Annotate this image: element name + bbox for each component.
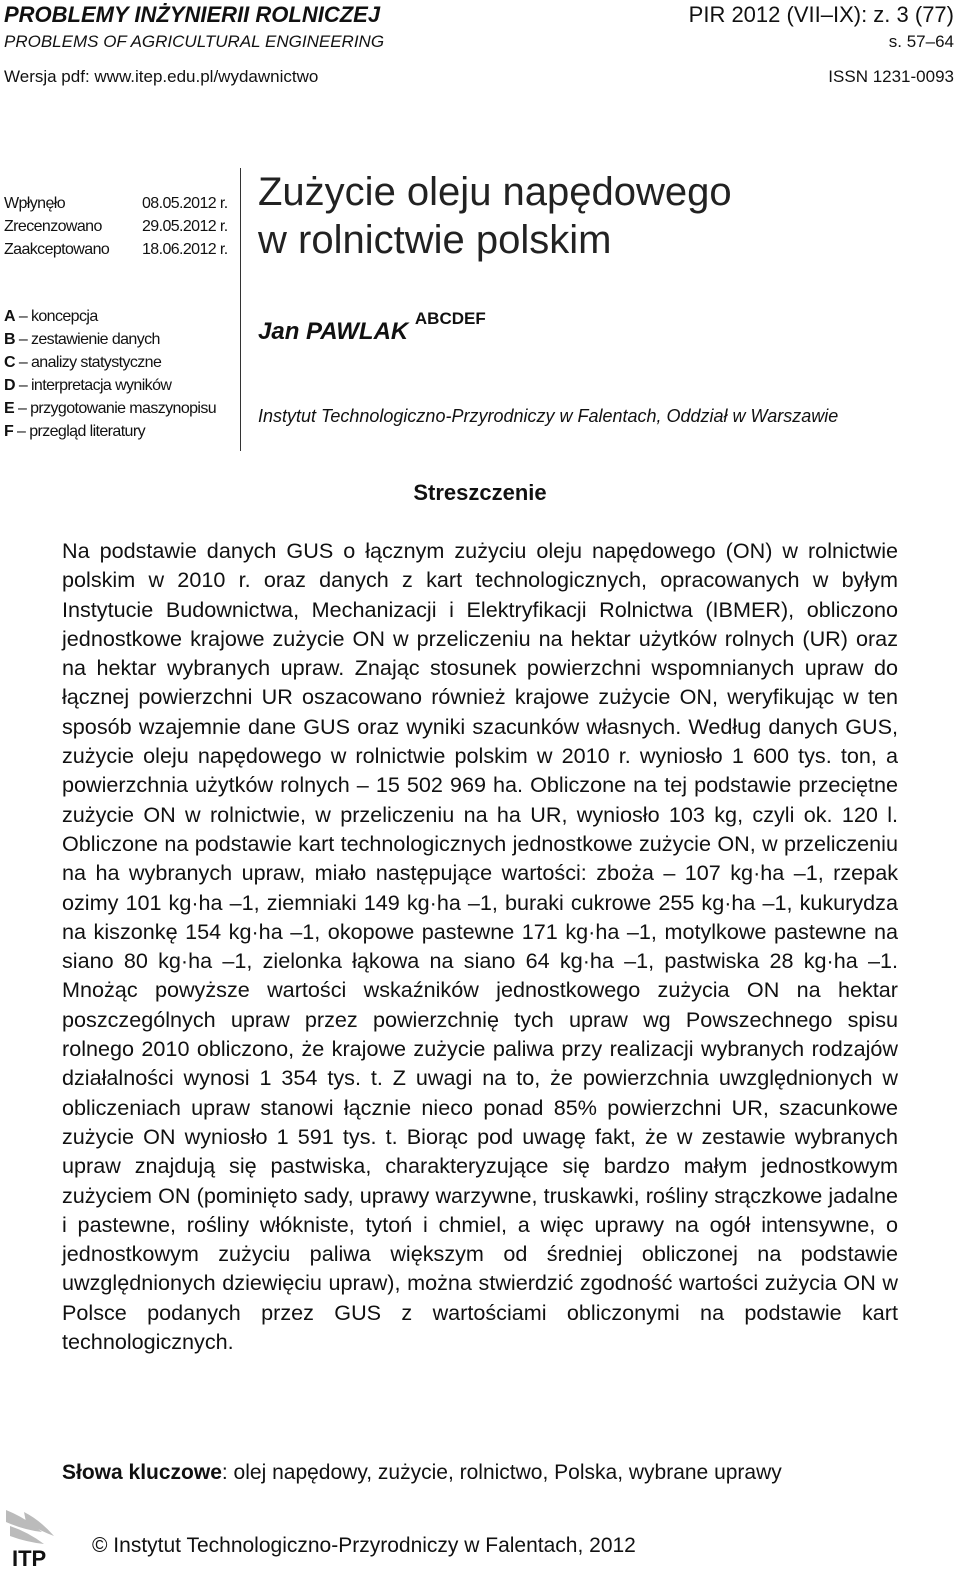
date-label-reviewed: Zrecenzowano	[4, 218, 102, 235]
date-value-accepted: 18.06.2012 r.	[142, 241, 228, 258]
pdf-version-link[interactable]: Wersja pdf: www.itep.edu.pl/wydawnictwo	[4, 67, 319, 86]
author-affiliation: Instytut Technologiczno-Przyrodniczy w Falentach, Oddział w Warszawie	[258, 406, 839, 426]
issue-number: PIR 2012 (VII–IX): z. 3 (77)	[688, 2, 954, 27]
date-label-accepted: Zaakceptowano	[4, 241, 110, 258]
date-value-received: 08.05.2012 r.	[142, 195, 228, 212]
abstract-body: Na podstawie danych GUS o łącznym zużyciu oleju napędowego (ON) w rolnictwie polskim w 2010 r. oraz danych z kart technologicznych, opracowanych w byłym Instytucie Budownictwa, Mechanizacji i Elektryfikacji Rolnictwa (IBMER), obliczono jednostkowe krajowe zużycie ON w przeliczeniu na hektar użytków rolnych (UR) oraz na hektar wybranych upraw. Znając stosunek powierzchni wspomnianych upraw do łącznej powierzchni UR oszacowano również krajowe zużycie ON, weryfikując w ten sposób wzajemnie dane GUS oraz wyniki szacunków własnych. Według danych GUS, zużycie oleju napędowego w rolnictwie polskim w 2010 r. wyniosło 1 600 tys. ton, a powierzchnia użytków rolnych – 15 502 969 ha. Obliczone na tej podstawie przeciętne zużycie ON w rolnictwie, w przeliczeniu na ha UR, wyniosło 103 kg, czyli ok. 120 l. Obliczone na podstawie kart technologicznych jednostkowe zużycie ON, w przeliczeniu na ha wybranych upraw, miało następujące wartości: zboża – 107 kg·ha –1, rzepak ozimy 101 kg·ha –1, ziemniaki 149 kg·ha –1, buraki cukrowe 255 kg·ha –1, kukurydza na kiszonkę 154 kg·ha –1, okopowe pastewne 171 kg·ha –1, motylkowe pastewne na siano 80 kg·ha –1, zielonka łąkowa na siano 64 kg·ha –1, pastwiska 28 kg·ha –1. Mnożąc powyższe wartości wskaźników jednostkowego zużycia ON na hektar poszczególnych upraw przez powierzchnię tych upraw wg Powszechnego spisu rolnego 2010 obliczono, że krajowe zużycie paliwa przy realizacji wybranych rodzajów działalności wynosi 1 354 tys. t. Z uwagi na to, że powierzchnia uwzględnionych w obliczeniach upraw stanowi łącznie nieco ponad 85% powierzchni UR, szacunkowe zużycie ON wyniosło 1 591 tys. t. Biorąc pod uwagę fakt, że w zestawie wybranych upraw znajdują się pastwiska, charakteryzujące się bardzo małym jednostkowym zużyciem ON (pominięto sady, uprawy warzywne, truskawki, rośliny strączkowe jadalne i pastewne, rośliny włókniste, tytoń i chmiel, a więc uprawy na ogół intensywne, o jednostkowym zużyciu paliwa większym od średniej obliczonej na podstawie uwzględnionych dziewięciu upraw), można stwierdzić zgodność wartości zużycia ON w Polsce podanych przez GUS z wartościami obliczonymi na podstawie kart technologicznych.	[62, 538, 898, 1355]
date-value-reviewed: 29.05.2012 r.	[142, 218, 228, 235]
keywords-list: : olej napędowy, zużycie, rolnictwo, Polska, wybrane uprawy	[221, 1461, 782, 1484]
article-title-line-1: Zużycie oleju napędowego	[258, 170, 732, 214]
author-roles: ABCDEF	[414, 309, 486, 328]
copyright-notice: © Instytut Technologiczno-Przyrodniczy w Falentach, 2012	[92, 1534, 636, 1557]
journal-title-en: PROBLEMS OF AGRICULTURAL ENGINEERING	[4, 32, 385, 51]
issn: ISSN 1231-0093	[828, 67, 954, 86]
contribution-item: E – przygotowanie maszynopisu	[4, 400, 217, 417]
vertical-divider	[240, 168, 241, 451]
contribution-item: B – zestawienie danych	[4, 331, 160, 348]
contribution-item: F – przegląd literatury	[4, 423, 145, 440]
contribution-item: D – interpretacja wyników	[4, 377, 172, 394]
contribution-legend	[4, 305, 216, 443]
itp-logo	[4, 1508, 86, 1568]
author	[258, 309, 486, 346]
keywords-label: Słowa kluczowe	[62, 1461, 222, 1484]
article-title-line-2: w rolnictwie polskim	[258, 218, 612, 262]
article-title	[258, 168, 948, 264]
page-range: s. 57–64	[888, 32, 954, 51]
date-label-received: Wpłynęło	[4, 195, 66, 212]
abstract-heading: Streszczenie	[413, 480, 547, 505]
contribution-item: A – koncepcja	[4, 308, 98, 325]
keywords	[62, 1461, 782, 1485]
author-name: Jan PAWLAK	[258, 318, 409, 345]
journal-title-pl: PROBLEMY INŻYNIERII ROLNICZEJ	[4, 2, 381, 27]
contribution-item: C – analizy statystyczne	[4, 354, 162, 371]
itp-logo-text: ITP	[12, 1546, 47, 1568]
